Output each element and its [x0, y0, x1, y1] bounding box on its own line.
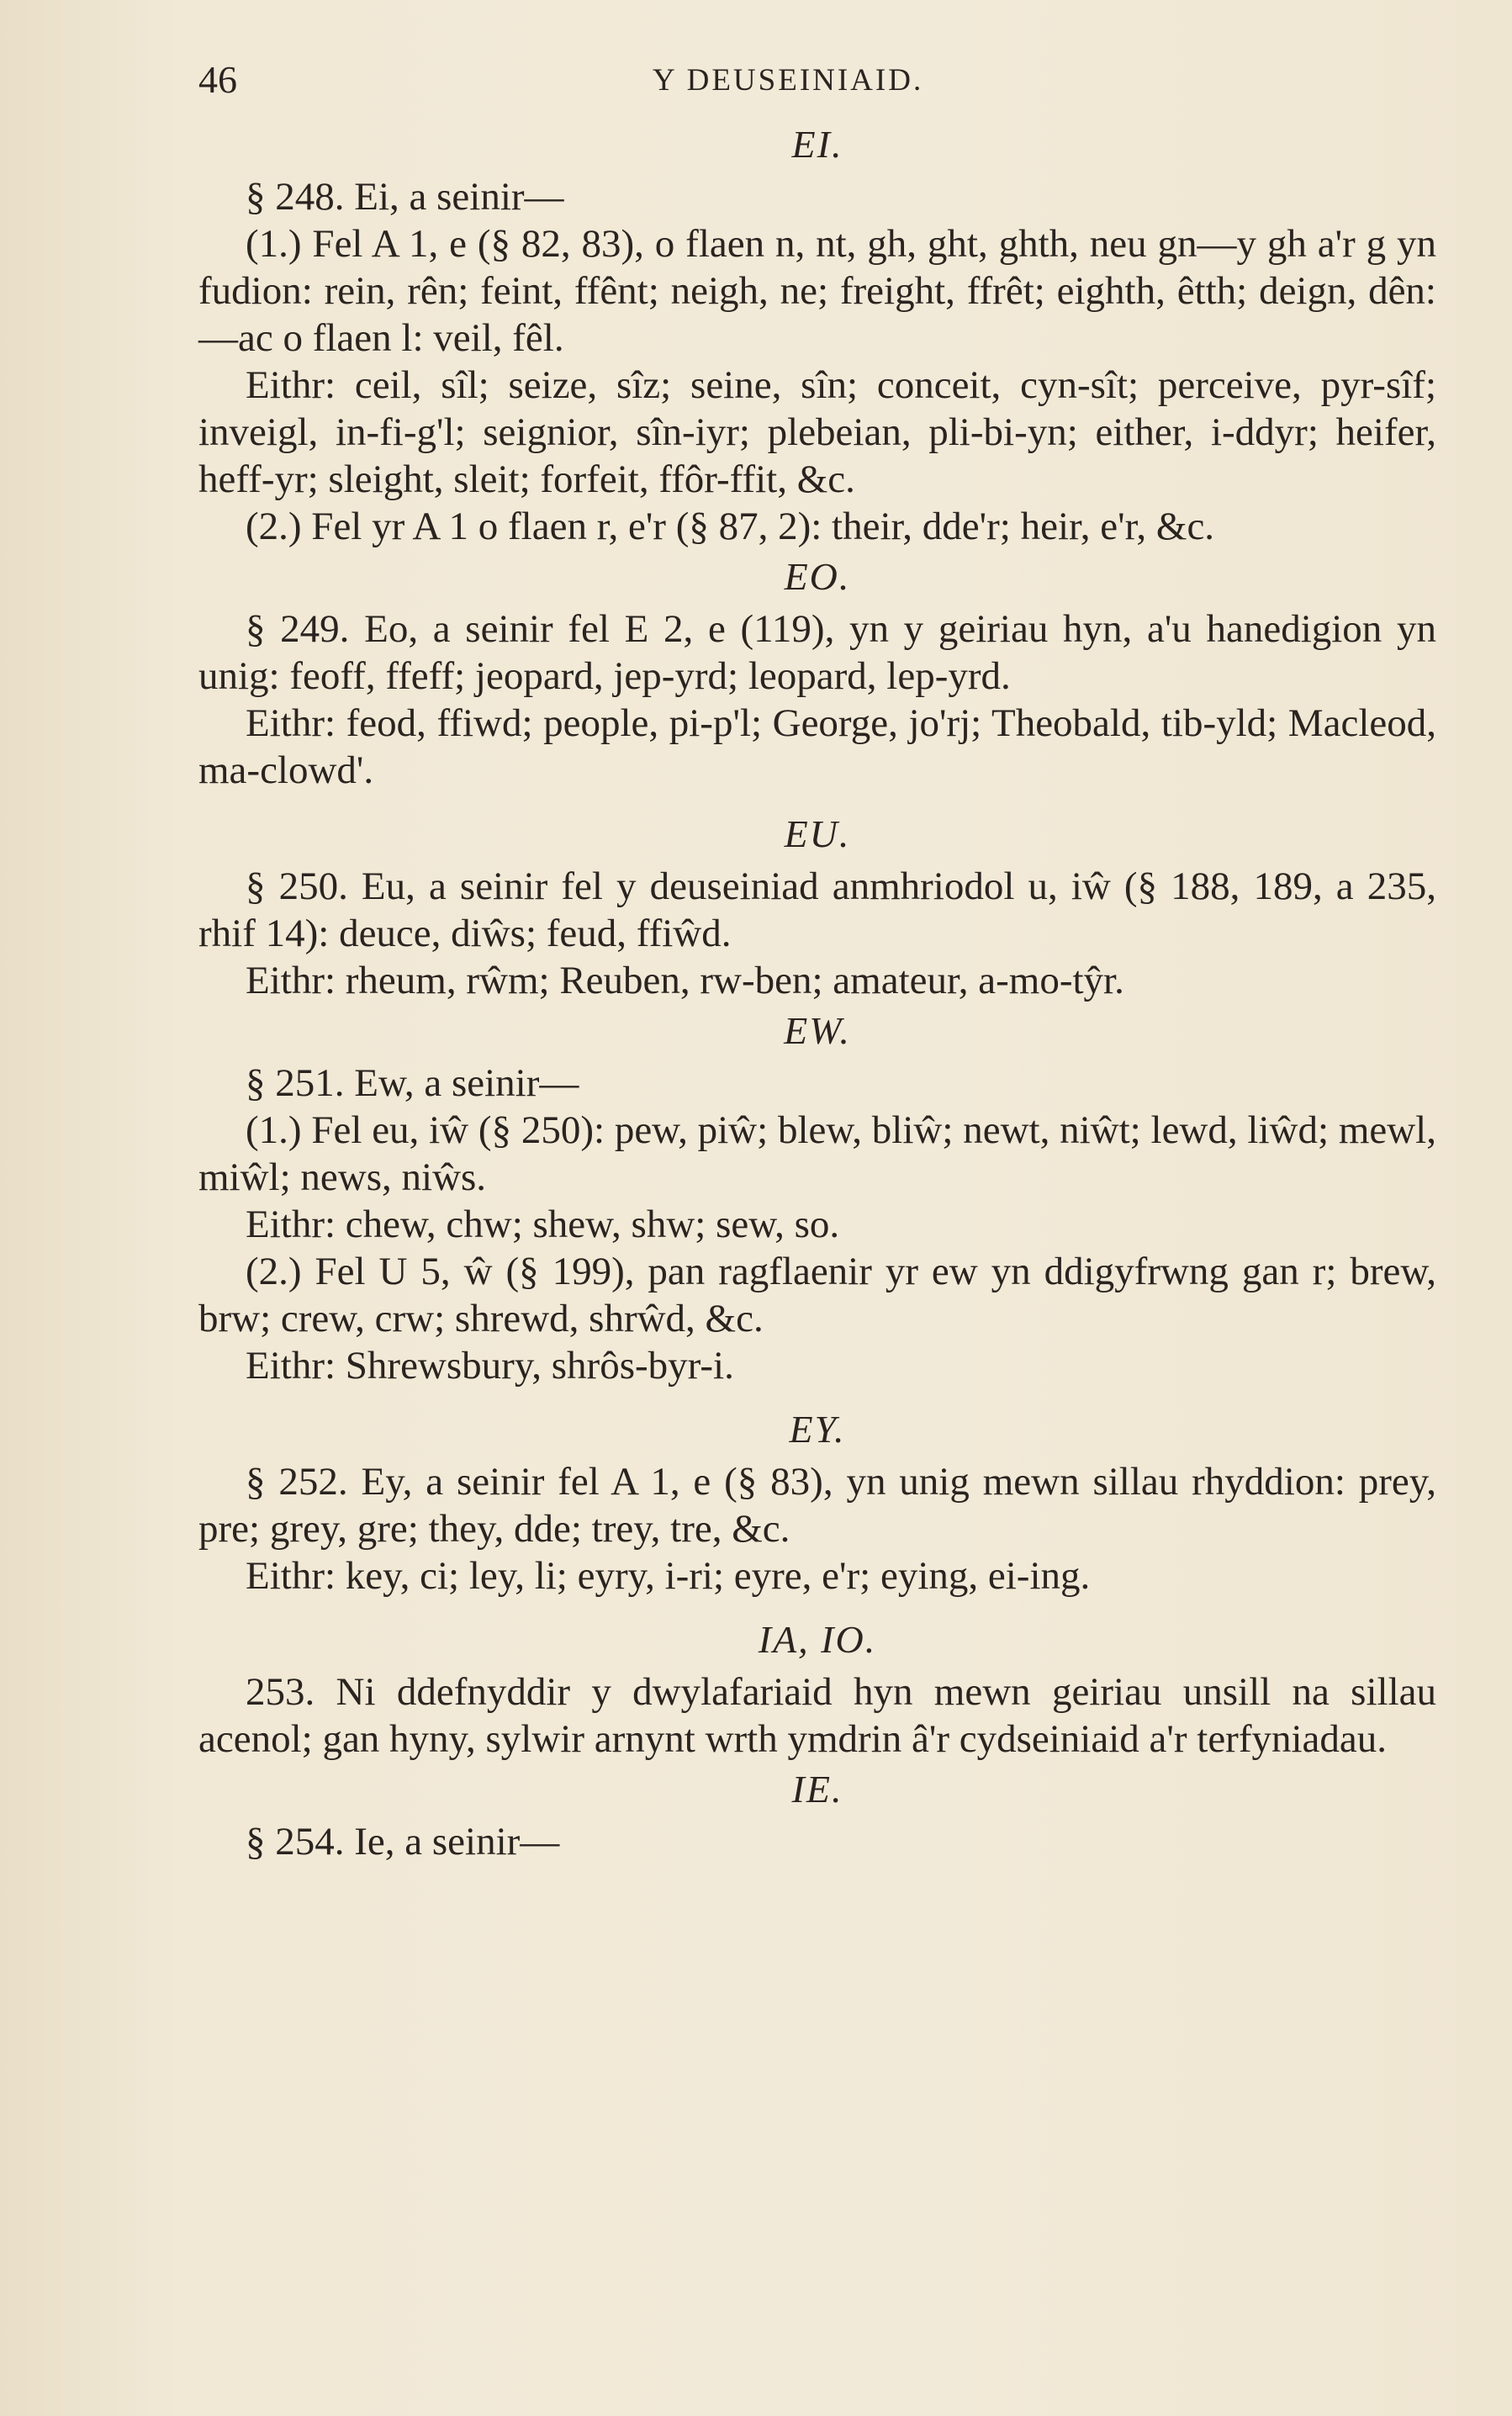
- section-ey: [198, 1406, 1436, 1599]
- paragraph: § 252. Ey, a seinir fel A 1, e (§ 83), yn unig mewn sillau rhyddion: prey, pre; grey, gre; they, dde; trey, tre, &c.: [198, 1460, 1436, 1551]
- paragraph: Eithr: key, ci; ley, li; eyry, i-ri; eyre, e'r; eying, ei-ing.: [246, 1554, 1091, 1598]
- paragraph: Eithr: rheum, rŵm; Reuben, rw-ben; amateur, a-mo-tŷr.: [246, 959, 1124, 1002]
- paragraph: (1.) Fel A 1, e (§ 82, 83), o flaen n, nt, gh, ght, ghth, neu gn—y gh a'r g yn fudion: rein, rên; feint, ffênt; neigh, ne; freight, ffrêt; eighth, êtth; deign, dên:—ac o flaen l: veil, fêl.: [198, 222, 1436, 360]
- paragraph: (1.) Fel eu, iŵ (§ 250): pew, piŵ; blew, bliŵ; newt, niŵt; lewd, liŵd; mewl, miŵl; news, niŵs.: [198, 1108, 1436, 1199]
- paragraph: Eithr: Shrewsbury, shrôs-byr-i.: [246, 1344, 734, 1388]
- paragraph: 253. Ni ddefnyddir y dwylafariaid hyn mewn geiriau unsill na sillau acenol; gan hyny, sylwir arnynt wrth ymdrin â'r cydseiniaid a'r terfyniadau.: [198, 1670, 1436, 1761]
- paragraph: (2.) Fel U 5, ŵ (§ 199), pan ragflaenir yr ew yn ddigyfrwng gan r; brew, brw; crew, crw; shrewd, shrŵd, &c.: [198, 1250, 1436, 1340]
- section-heading: EU.: [784, 812, 851, 855]
- section-heading: IA, IO.: [758, 1618, 877, 1661]
- section-eu: [198, 811, 1436, 1004]
- paragraph: Eithr: feod, ffiwd; people, pi-p'l; George, jo'rj; Theobald, tib-yld; Macleod, ma-clowd'.: [198, 701, 1436, 792]
- paragraph: § 250. Eu, a seinir fel y deuseiniad anmhriodol u, iŵ (§ 188, 189, a 235, rhif 14): deuce, diŵs; feud, ffiŵd.: [198, 864, 1436, 955]
- section-ew: [198, 1007, 1436, 1389]
- section-ie: [198, 1766, 1436, 1865]
- paragraph: § 248. Ei, a seinir—: [246, 175, 564, 219]
- section-ia-io: [198, 1616, 1436, 1763]
- section-heading: IE.: [791, 1768, 843, 1811]
- section-heading: EW.: [784, 1009, 851, 1052]
- paragraph: Eithr: ceil, sîl; seize, sîz; seine, sîn; conceit, cyn-sît; perceive, pyr-sîf; inveigl, in-fi-g'l; seignior, sîn-iyr; plebeian, pli-bi-yn; either, i-ddyr; heifer, heff-yr; sleight, sleit; forfeit, ffôr-ffit, &c.: [198, 363, 1436, 501]
- section-heading: EI.: [791, 123, 843, 166]
- section-ei: [198, 121, 1436, 550]
- paragraph: (2.) Fel yr A 1 o flaen r, e'r (§ 87, 2): their, dde'r; heir, e'r, &c.: [246, 505, 1215, 548]
- page-body: [198, 118, 1436, 1865]
- paragraph: § 251. Ew, a seinir—: [246, 1061, 579, 1105]
- page-number: 46: [198, 58, 237, 101]
- section-heading: EO.: [784, 555, 851, 598]
- paragraph: § 249. Eo, a seinir fel E 2, e (119), yn y geiriau hyn, a'u hanedigion yn unig: feoff, ffeff; jeopard, jep-yrd; leopard, lep-yrd.: [198, 607, 1436, 698]
- section-heading: EY.: [789, 1408, 846, 1451]
- running-head: Y DEUSEINIAID.: [653, 63, 924, 98]
- page-header: [198, 49, 1443, 108]
- paragraph: § 254. Ie, a seinir—: [246, 1820, 560, 1864]
- paragraph: Eithr: chew, chw; shew, shw; sew, so.: [246, 1203, 840, 1246]
- section-eo: [198, 553, 1436, 794]
